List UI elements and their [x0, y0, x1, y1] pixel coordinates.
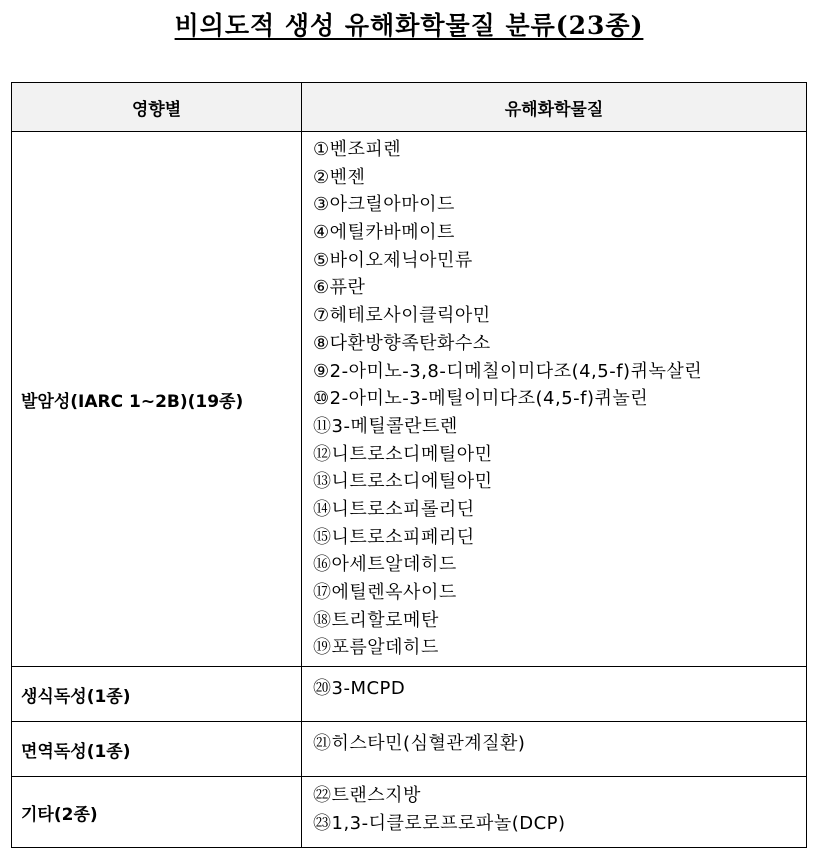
list-item: ⑤바이오제닉아민류	[313, 249, 473, 271]
list-item: ⑧다환방향족탄화수소	[313, 332, 491, 354]
list-item: ⑫니트로소디메틸아민	[313, 443, 493, 465]
list-item: ㉒트랜스지방	[313, 785, 421, 807]
table-row-immunotoxicity	[12, 722, 807, 777]
substance-list-other	[302, 777, 807, 848]
category-carcinogenicity: 발암성(IARC 1~2B)(19종)	[12, 132, 302, 667]
document-title	[0, 6, 818, 42]
list-item: ⑥퓨란	[313, 277, 366, 299]
header-substance: 유해화학물질	[302, 83, 807, 132]
substance-list-carcinogenicity	[302, 132, 807, 667]
list-item: ⑲포름알데히드	[313, 637, 439, 659]
substance-list-immunotoxicity	[302, 722, 807, 777]
list-item: ⑬니트로소디에틸아민	[313, 471, 493, 493]
list-item: ④에틸카바메이트	[313, 222, 455, 244]
list-item: ⑳3-MCPD	[313, 678, 406, 700]
table-header-row	[12, 83, 807, 132]
list-item: ㉓1,3-디클로로프로파놀(DCP)	[313, 812, 566, 834]
list-item: ⑯아세트알데히드	[313, 554, 457, 576]
list-item: ⑱트리할로메탄	[313, 609, 439, 631]
list-item: ⑰에틸렌옥사이드	[313, 582, 457, 603]
category-immunotoxicity: 면역독성(1종)	[12, 722, 302, 777]
category-other: 기타(2종)	[12, 777, 302, 848]
document-title-text: 비의도적 생성 유해화학물질 분류(23종)	[174, 11, 644, 40]
table-row-carcinogenicity	[12, 132, 807, 667]
list-item: ㉑히스타민(심혈관계질환)	[313, 733, 526, 755]
list-item: ②벤젠	[313, 166, 366, 188]
category-reproductive-toxicity: 생식독성(1종)	[12, 667, 302, 722]
table-row-other	[12, 777, 807, 848]
list-item: ⑦헤테로사이클릭아민	[313, 305, 491, 327]
list-item: ③아크릴아마이드	[313, 194, 455, 216]
list-item: ⑪3-메틸콜란트렌	[313, 415, 458, 437]
list-item: ①벤조피렌	[313, 139, 402, 160]
substance-list-reproductive-toxicity	[302, 667, 807, 722]
header-effect: 영향별	[12, 83, 302, 132]
table-row-reproductive-toxicity	[12, 667, 807, 722]
list-item: ⑮니트로소피페리딘	[313, 526, 475, 548]
list-item: ⑭니트로소피롤리딘	[313, 498, 475, 520]
list-item: ⑩2-아미노-3-메틸이미다조(4,5-f)퀴놀린	[313, 388, 649, 410]
list-item: ⑨2-아미노-3,8-디메칠이미다조(4,5-f)퀴녹살린	[313, 360, 703, 382]
classification-table	[11, 82, 807, 848]
